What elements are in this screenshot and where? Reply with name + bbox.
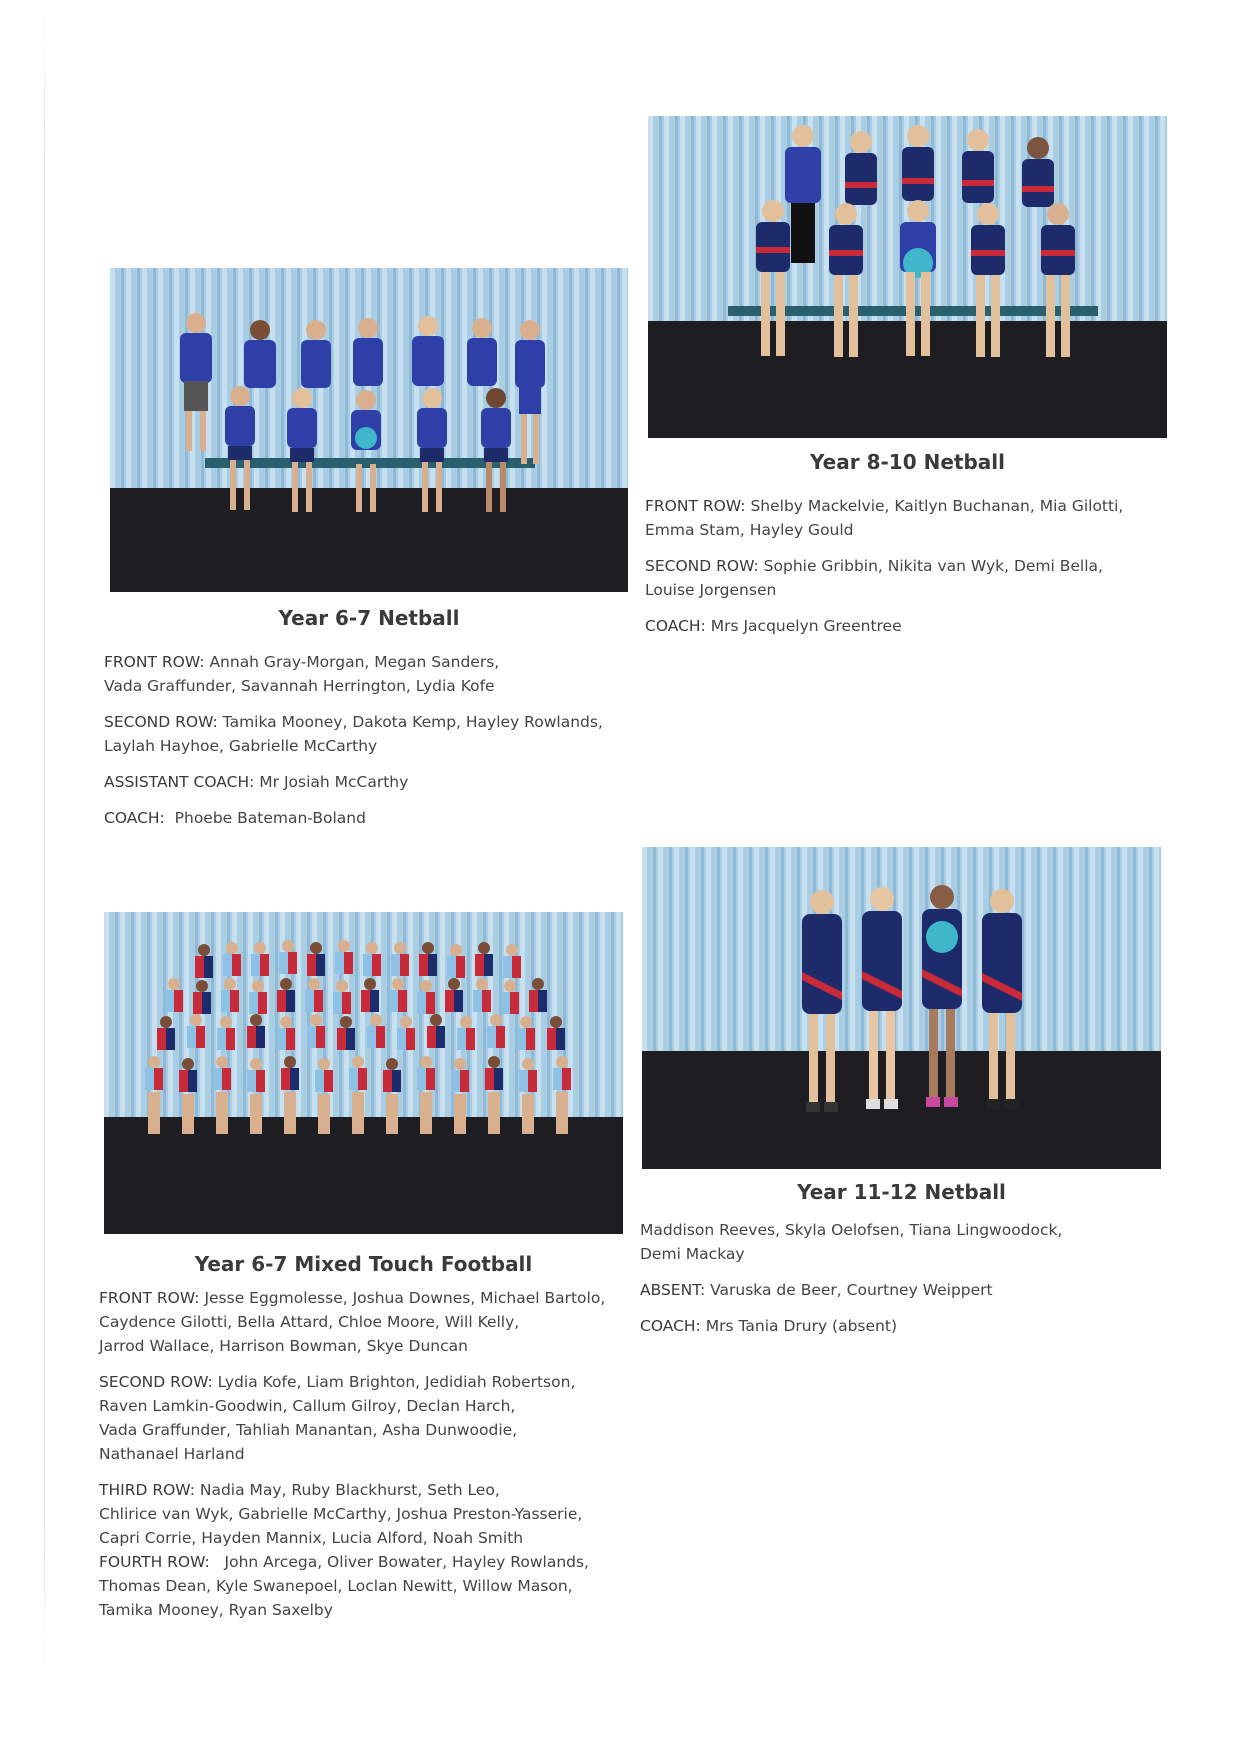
second-row-names: Lydia Kofe, Liam Brighton, Jedidiah Robertson, [217,1373,576,1391]
fourth-row-label: FOURTH ROW: [99,1553,210,1571]
fourth-row-names: Thomas Dean, Kyle Swanepoel, Loclan Newitt, Willow Mason, [99,1577,573,1595]
coach-name: Mrs Jacquelyn Greentree [710,617,902,635]
page-margin-line [44,0,45,1680]
second-row-names: Nathanael Harland [99,1445,245,1463]
front-row-names: Emma Stam, Hayley Gould [645,521,854,539]
coach-name: Phoebe Bateman-Boland [174,809,366,827]
photo-year-11-12-netball [642,847,1161,1169]
team-title-year-6-7-touch-football: Year 6-7 Mixed Touch Football [194,1252,533,1276]
team-members: Demi Mackay [640,1245,745,1263]
roster-year-8-10-netball [645,494,1185,638]
assistant-coach-name: Mr Josiah McCarthy [259,773,409,791]
front-row-names: Vada Graffunder, Savannah Herrington, Lydia Kofe [104,677,495,695]
second-row-names: Vada Graffunder, Tahliah Manantan, Asha Dunwoodie, [99,1421,518,1439]
second-row-names: Louise Jorgensen [645,581,777,599]
second-row-names: Laylah Hayhoe, Gabrielle McCarthy [104,737,378,755]
roster-year-6-7-netball [104,650,634,830]
photo-year-6-7-touch-football [104,912,623,1234]
front-row-names: Shelby Mackelvie, Kaitlyn Buchanan, Mia Gilotti, [750,497,1124,515]
front-row-names: Annah Gray-Morgan, Megan Sanders, [209,653,500,671]
second-row-label: SECOND ROW: [645,557,759,575]
third-row-names: Capri Corrie, Hayden Mannix, Lucia Alford, Noah Smith [99,1529,524,1547]
second-row-label: SECOND ROW: [104,713,218,731]
team-title-year-8-10-netball: Year 8-10 Netball [810,450,1005,474]
fourth-row-names: Tamika Mooney, Ryan Saxelby [99,1601,333,1619]
third-row-names: Nadia May, Ruby Blackhurst, Seth Leo, [199,1481,500,1499]
coach-name: Mrs Tania Drury (absent) [705,1317,897,1335]
front-row-names: Jarrod Wallace, Harrison Bowman, Skye Duncan [99,1337,468,1355]
front-row-label: FRONT ROW: [645,497,746,515]
second-row-names: Tamika Mooney, Dakota Kemp, Hayley Rowlands, [222,713,603,731]
front-row-names: Caydence Gilotti, Bella Attard, Chloe Moore, Will Kelly, [99,1313,520,1331]
second-row-label: SECOND ROW: [99,1373,213,1391]
front-row-label: FRONT ROW: [99,1289,200,1307]
photo-year-6-7-netball [110,268,628,592]
team-title-year-6-7-netball: Year 6-7 Netball [278,606,460,630]
team-members: Maddison Reeves, Skyla Oelofsen, Tiana Lingwoodock, [640,1221,1063,1239]
second-row-names: Raven Lamkin-Goodwin, Callum Gilroy, Declan Harch, [99,1397,516,1415]
coach-label: COACH: [104,809,165,827]
front-row-label: FRONT ROW: [104,653,205,671]
coach-label: COACH: [645,617,706,635]
second-row-names: Sophie Gribbin, Nikita van Wyk, Demi Bella, [763,557,1103,575]
coach-label: COACH: [640,1317,701,1335]
roster-year-11-12-netball [640,1218,1185,1338]
absent-label: ABSENT: [640,1281,706,1299]
fourth-row-names: John Arcega, Oliver Bowater, Hayley Rowlands, [224,1553,589,1571]
front-row-names: Jesse Eggmolesse, Joshua Downes, Michael Bartolo, [204,1289,606,1307]
assistant-coach-label: ASSISTANT COACH: [104,773,255,791]
third-row-names: Chlirice van Wyk, Gabrielle McCarthy, Joshua Preston-Yasserie, [99,1505,583,1523]
third-row-label: THIRD ROW: [99,1481,195,1499]
photo-year-8-10-netball [648,116,1167,438]
roster-year-6-7-touch-football [99,1286,639,1622]
absent-names: Varuska de Beer, Courtney Weippert [710,1281,993,1299]
team-title-year-11-12-netball: Year 11-12 Netball [797,1180,1006,1204]
